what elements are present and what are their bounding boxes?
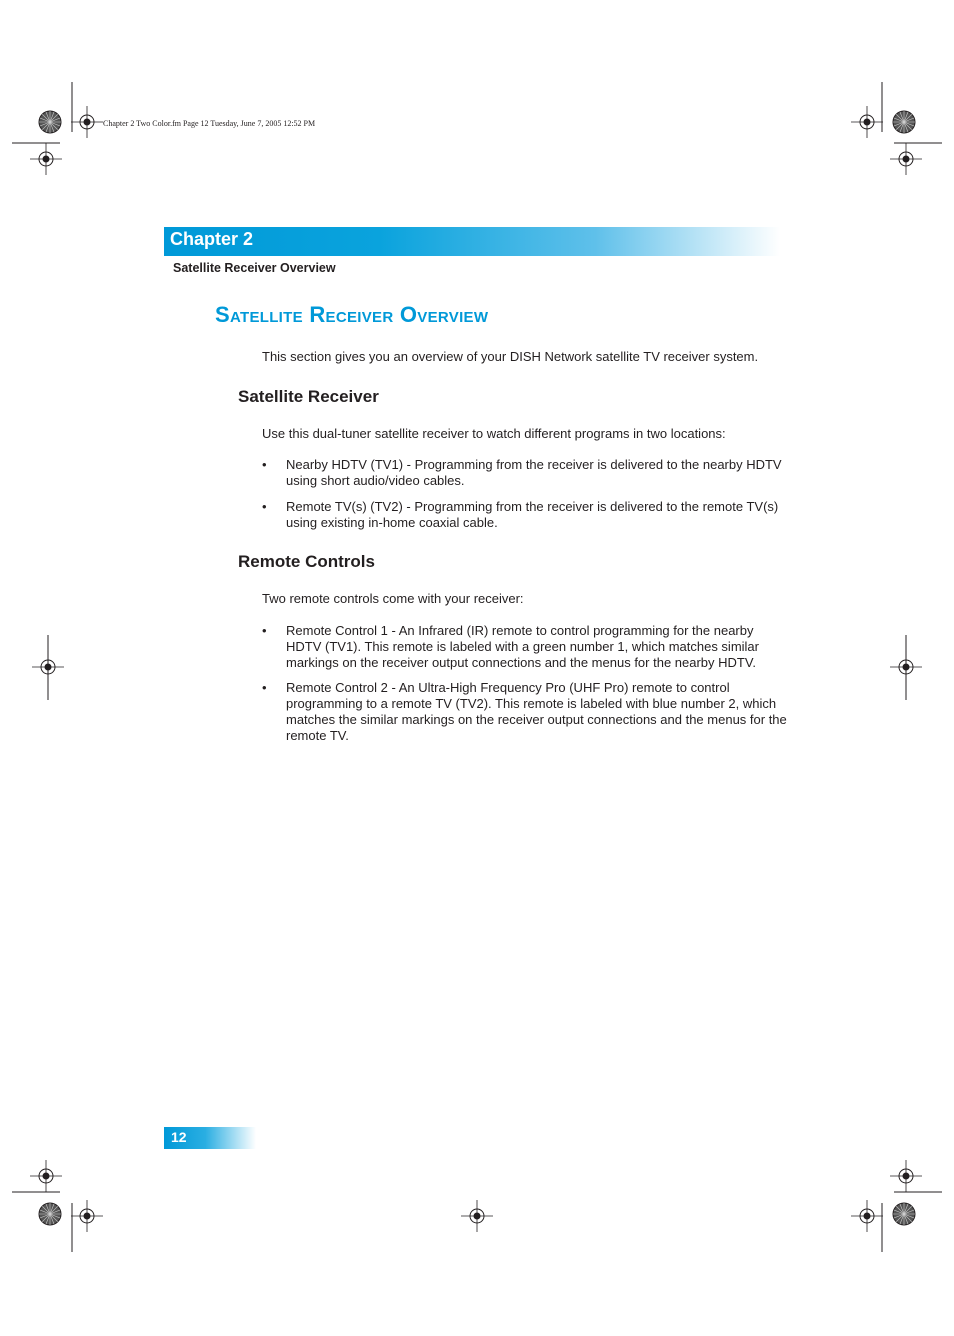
section-title: Satellite Receiver Overview <box>215 302 489 327</box>
remote-controls-lead: Two remote controls come with your receiver: <box>262 591 524 606</box>
bullet-glyph: • <box>262 680 267 695</box>
bullet-glyph: • <box>262 457 267 472</box>
list-item-text: Remote Control 1 - An Infrared (IR) remote to control programming for the nearby HDTV (TV1). This remote is labeled with a green number 1, which matches similar markings on the receiver output connections and the menus for the nearby HDTV. <box>286 623 759 670</box>
bullet-glyph: • <box>262 623 267 638</box>
page-number: 12 <box>171 1129 187 1145</box>
running-head: Satellite Receiver Overview <box>173 261 336 275</box>
list-item-text: Remote Control 2 - An Ultra-High Frequency Pro (UHF Pro) remote to control programming to a remote TV (TV2). This remote is labeled with blue number 2, which matches the similar markings on the receiver output connections and the menus for the remote TV. <box>286 680 787 743</box>
chapter-banner <box>164 227 780 256</box>
print-info: Chapter 2 Two Color.fm Page 12 Tuesday, June 7, 2005 12:52 PM <box>103 119 316 128</box>
list-item-text: Remote TV(s) (TV2) - Programming from the receiver is delivered to the remote TV(s) using existing in-home coaxial cable. <box>286 499 779 530</box>
list-item-text: Nearby HDTV (TV1) - Programming from the receiver is delivered to the nearby HDTV using short audio/video cables. <box>286 457 782 488</box>
intro-paragraph: This section gives you an overview of your DISH Network satellite TV receiver system. <box>262 349 759 364</box>
heading-remote-controls: Remote Controls <box>238 552 375 571</box>
crop-mark-top-right <box>882 82 942 143</box>
bullet-glyph: • <box>262 499 267 514</box>
heading-satellite-receiver: Satellite Receiver <box>238 387 379 406</box>
satellite-receiver-lead: Use this dual-tuner satellite receiver to watch different programs in two locations: <box>262 426 726 441</box>
crop-mark-top-left <box>12 82 72 143</box>
chapter-label: Chapter 2 <box>170 229 254 249</box>
